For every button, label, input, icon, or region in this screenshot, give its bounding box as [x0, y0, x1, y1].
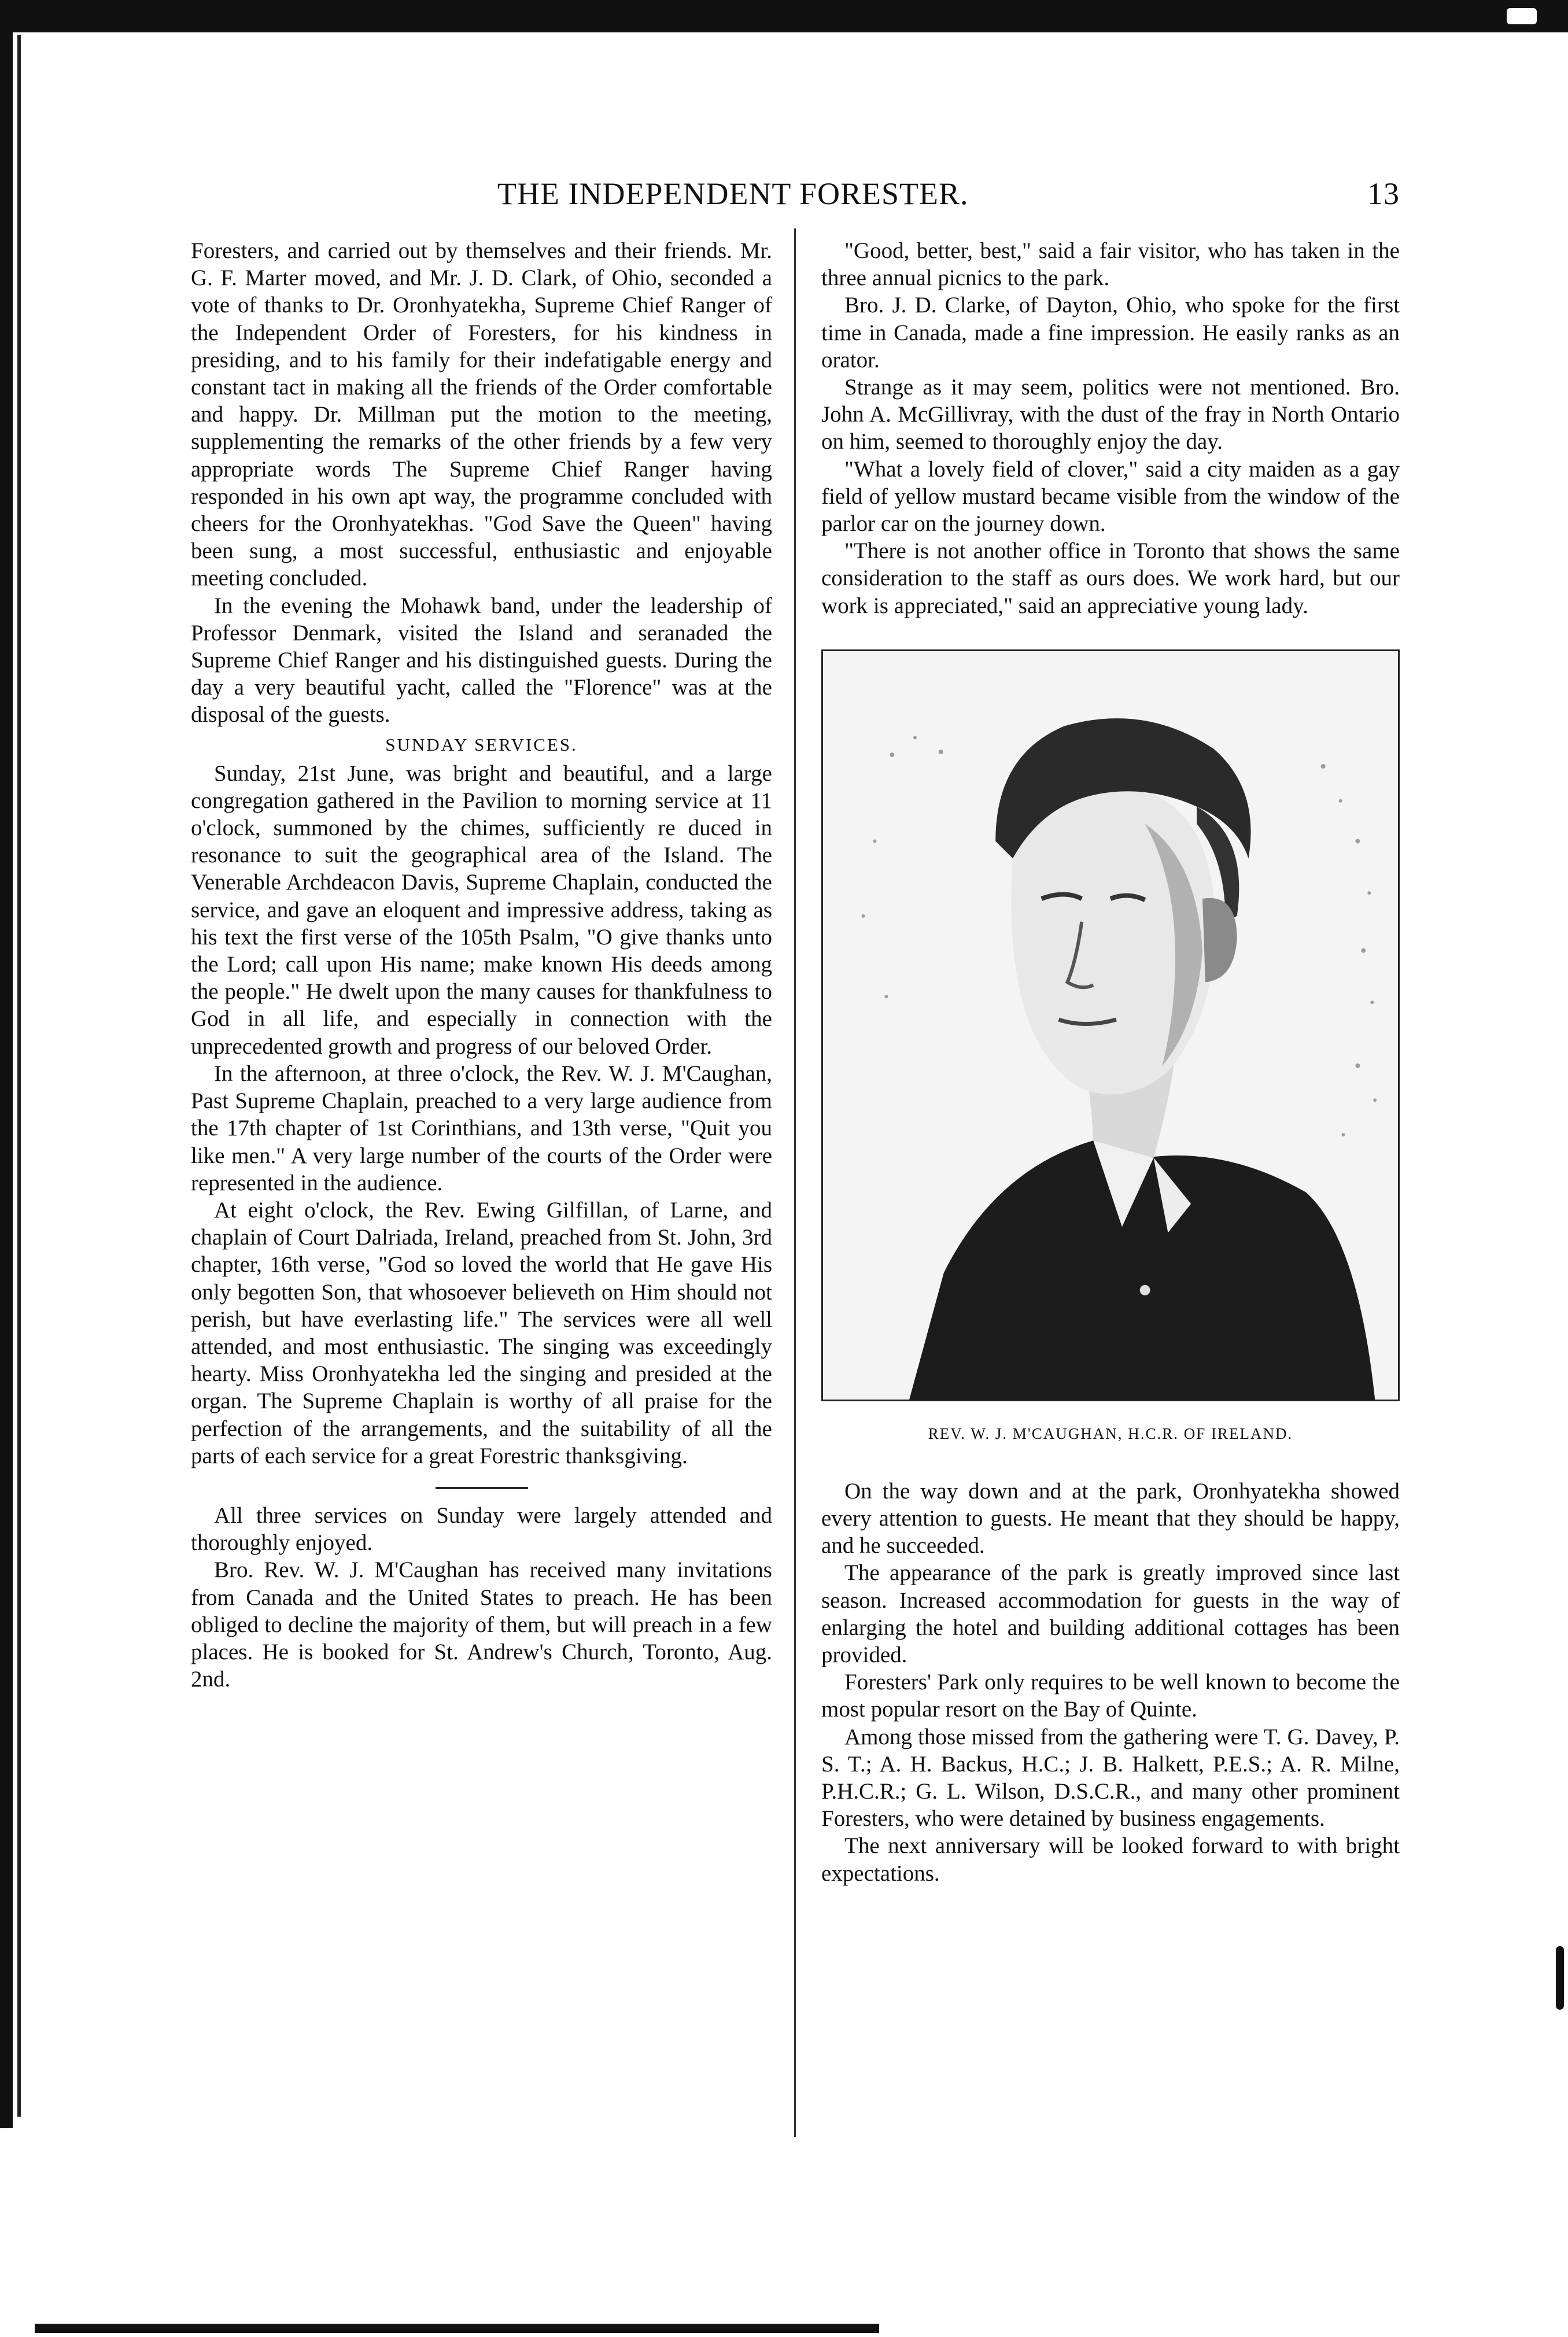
paragraph: Strange as it may seem, politics were not mentioned. Bro. John A. McGillivray, with the dust of the fray in North Ontario on him, seemed to thoroughly enjoy the day.: [821, 375, 1400, 455]
paragraph: At eight o'clock, the Rev. Ewing Gilfillan, of Larne, and chaplain of Court Dalriada, Ireland, preached from St. John, 3rd chapter, 16th verse, "God so loved the world that He gave His only begotten Son, that whosoever believeth on Him should not perish, but have everlasting life." The services were all well attended, and most enthusiastic. The singing was exceedingly hearty. Miss Oronhyatekha led the singing and presided at the organ. The Supreme Chaplain is worthy of all praise for the perfection of the arrangements, and the suitability of all the parts of each service for a great Forestric thanksgiving.: [191, 1197, 772, 1468]
right-column: [821, 237, 1400, 1887]
bottom-border-rule: [35, 2324, 879, 2333]
paragraph: Foresters, and carried out by themselves and their friends. Mr. G. F. Marter moved, and Mr. J. D. Clark, of Ohio, seconded a vote of thanks to Dr. Oronhyatekha, Supreme Chief Ranger of the Independent Order of Foresters, for his kindness in presiding, and to his family for their indefatigable energy and constant tact in making all the friends of the Order comfortable and happy. Dr. Millman put the motion to the meeting, supplementing the remarks of the other friends by a few very appropriate words The Supreme Chief Ranger having responded in his own apt way, the programme concluded with cheers for the Oronhyatekhas. "God Save the Queen" having been sung, a most successful, enthusiastic and enjoyable meeting concluded.: [191, 238, 772, 591]
top-border-rule: [0, 0, 1568, 32]
portrait-illustration: [823, 651, 1398, 1400]
portrait-caption: REV. W. J. M'CAUGHAN, H.C.R. OF IRELAND.: [928, 1424, 1293, 1442]
paragraph: Bro. J. D. Clarke, of Dayton, Ohio, who spoke for the first time in Canada, made a fine impression. He easily ranks as an orator.: [821, 293, 1400, 372]
paragraph: Sunday, 21st June, was bright and beautiful, and a large congregation gathered in the Pavilion to morning service at 11 o'clock, summoned by the chimes, sufficiently re duced in resonance to suit the geographical area of the Island. The Venerable Archdeacon Davis, Supreme Chaplain, conducted the service, and gave an eloquent and impressive address, taking as his text the first verse of the 105th Psalm, "O give thanks unto the Lord; call upon His name; make known His deeds among the people." He dwelt upon the many causes for thankfulness to God in all life, and especially in connection with the unprecedented growth and progress of our beloved Order.: [191, 760, 772, 1059]
column-divider: [794, 228, 796, 2137]
paragraph: Among those missed from the gathering were T. G. Davey, P. S. T.; A. H. Backus, H.C.; J. B. Halkett, P.E.S.; A. R. Milne, P.H.C.R.; G. L. Wilson, D.S.C.R., and many other prominent Foresters, who were detained by business engagements.: [821, 1724, 1400, 1832]
page-number: 13: [1367, 176, 1400, 211]
left-binding-edge: [0, 0, 13, 2128]
paragraph: "Good, better, best," said a fair visitor, who has taken in the three annual picnics to the park.: [821, 238, 1400, 291]
paragraph: In the afternoon, at three o'clock, the Rev. W. J. M'Caughan, Past Supreme Chaplain, preached to a very large audience from the 17th chapter of 1st Corinthians, and 13th verse, "Quit you like men." A very large number of the courts of the Order were represented in the audience.: [191, 1061, 772, 1195]
paragraph: On the way down and at the park, Oronhyatekha showed every attention to guests. He meant that they should be happy, and he succeeded.: [821, 1478, 1400, 1559]
paragraph: In the evening the Mohawk band, under the leadership of Professor Denmark, visited the Island and seranaded the Supreme Chief Ranger and his distinguished guests. During the day a very beautiful yacht, called the "Florence" was at the disposal of the guests.: [191, 593, 772, 728]
paragraph: The next anniversary will be looked forward to with bright expectations.: [821, 1833, 1400, 1886]
paragraph: The appearance of the park is greatly improved since last season. Increased accommodation for guests in the way of enlarging the hotel and building additional cottages has been provided.: [821, 1560, 1400, 1668]
publication-title: THE INDEPENDENT FORESTER.: [497, 176, 969, 211]
left-column: [191, 237, 772, 1693]
portrait-engraving: [821, 649, 1400, 1401]
top-border-gap: [1507, 8, 1537, 24]
paragraph: Bro. Rev. W. J. M'Caughan has received many invitations from Canada and the United States to preach. He has been obliged to decline the majority of them, but will preach in a few places. He is booked for St. Andrew's Church, Toronto, Aug. 2nd.: [191, 1557, 772, 1692]
running-header: [497, 168, 1400, 220]
right-edge-mark: [1556, 1946, 1564, 2010]
paragraph: All three services on Sunday were largely attended and thoroughly enjoyed.: [191, 1502, 772, 1556]
paragraph: "There is not another office in Toronto that shows the same consideration to the staff as ours does. We work hard, but our work is appreciated," said an appreciative young lady.: [821, 538, 1400, 618]
paragraph: "What a lovely field of clover," said a city maiden as a gay field of yellow mustard became visible from the window of the parlor car on the journey down.: [821, 456, 1400, 537]
section-heading: SUNDAY SERVICES.: [385, 734, 578, 755]
left-binding-line: [17, 35, 21, 2117]
paragraph: Foresters' Park only requires to be well known to become the most popular resort on the Bay of Quinte.: [821, 1670, 1400, 1722]
section-separator-rule: [436, 1487, 528, 1489]
